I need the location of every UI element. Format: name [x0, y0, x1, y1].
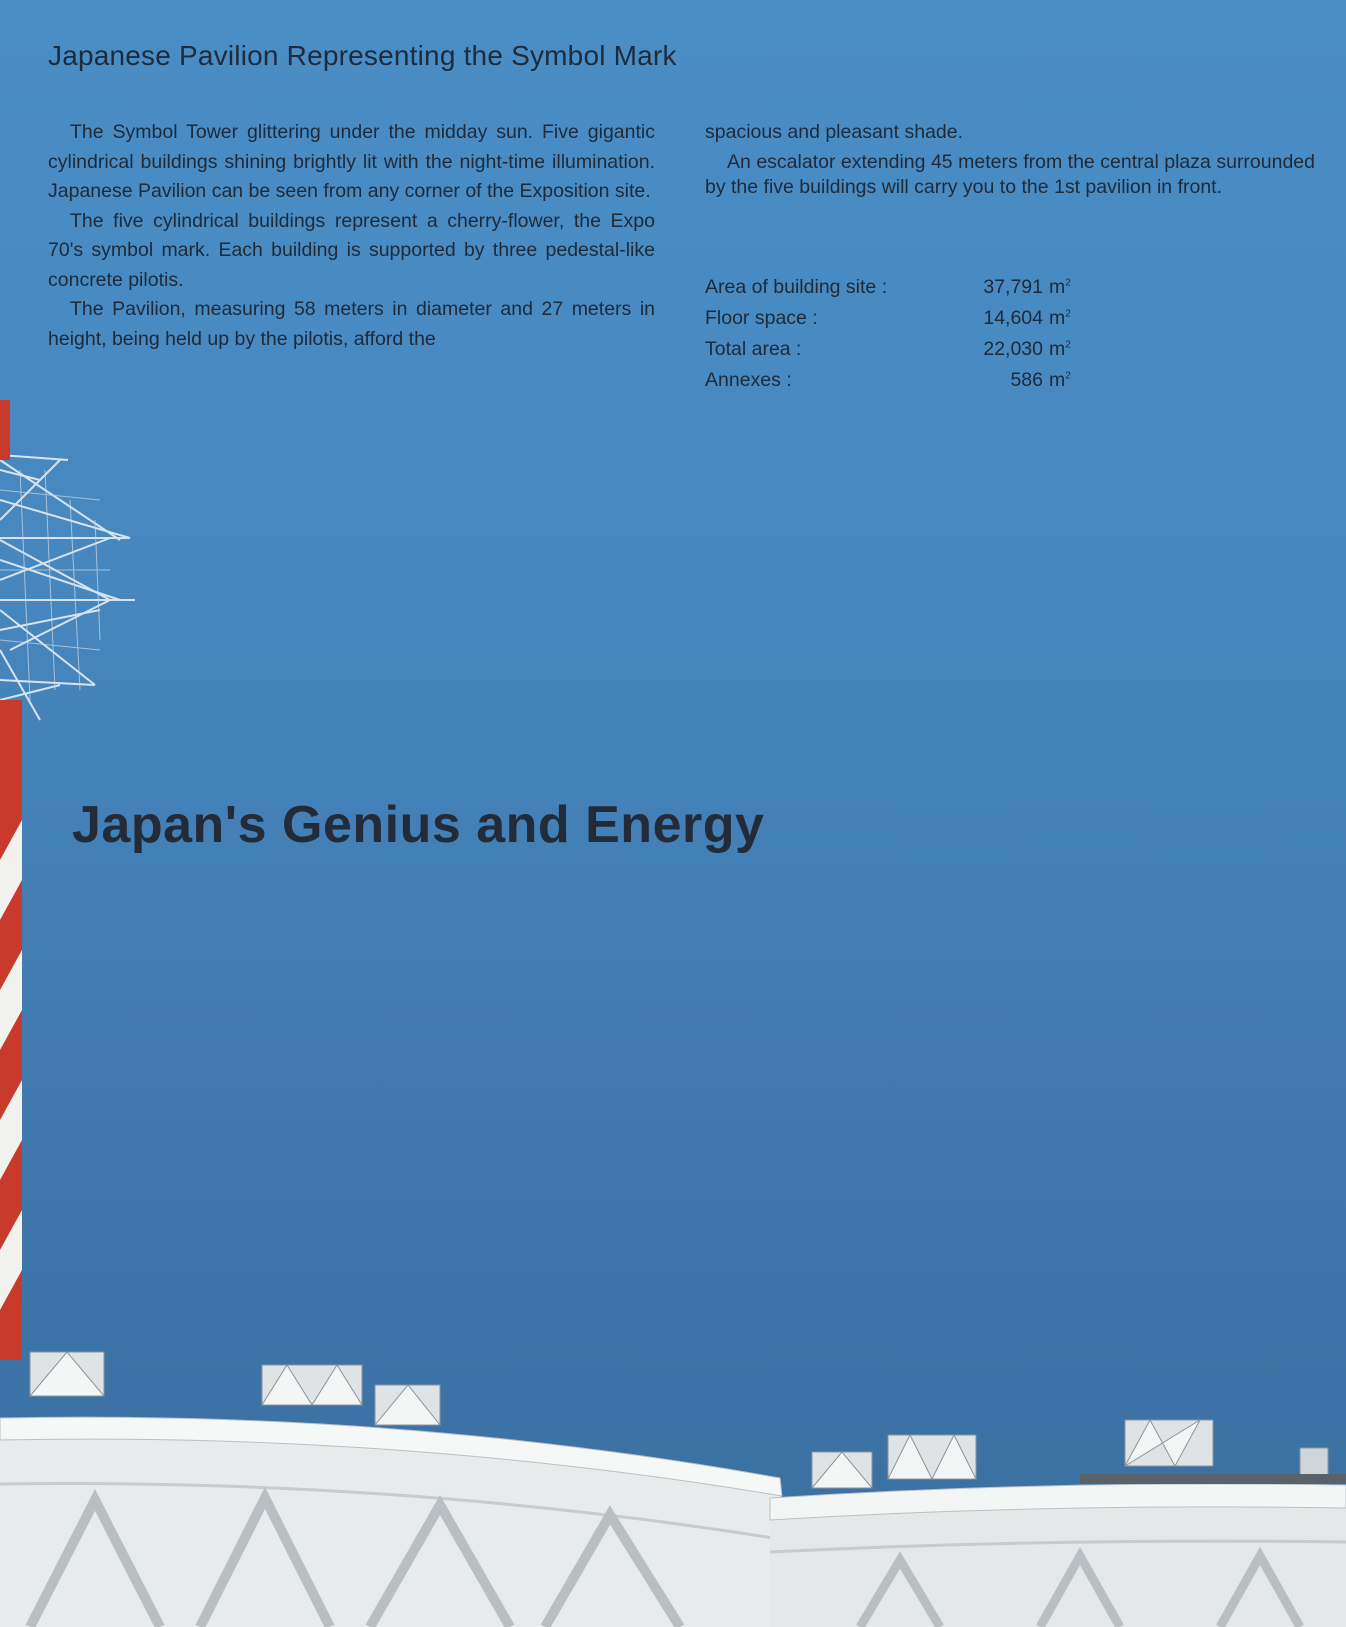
stat-row [705, 272, 1071, 303]
stat-label: Area of building site : [705, 276, 888, 298]
stat-label: Total area : [705, 338, 802, 360]
stat-row [705, 334, 1071, 365]
tower-mast [0, 400, 22, 1360]
description-left-column [48, 118, 655, 354]
stat-unit: $m^2$ [1049, 369, 1071, 391]
pavilion-statistics [705, 272, 1071, 396]
stat-label: Annexes : [705, 369, 792, 391]
stat-unit: $m^2$ [1049, 338, 1071, 360]
page-heading: Japanese Pavilion Representing the Symbol Mark [48, 40, 677, 71]
stat-value: 37,791 [983, 276, 1043, 298]
description-right-column [705, 120, 1315, 200]
paragraph: The five cylindrical buildings represent a cherry-flower, the Expo 70's symbol mark. Each building is supported by three pedestal-like concrete pilotis. [48, 209, 655, 291]
paragraph: The Pavilion, measuring 58 meters in diameter and 27 meters in height, being held up by the pilotis, afford the [48, 298, 655, 350]
cylinder-building-left [0, 1417, 790, 1627]
symbol-tower-lattice [0, 455, 135, 720]
paragraph: An escalator extending 45 meters from the central plaza surrounded by the five buildings will carry you to the 1st pavilion in front. [705, 151, 1315, 198]
stat-value: 22,030 [983, 338, 1043, 360]
stat-row [705, 365, 1071, 396]
cylinder-building-right [770, 1474, 1346, 1627]
paragraph: The Symbol Tower glittering under the midday sun. Five gigantic cylindrical buildings shining brightly lit with the night-time illumination. Japanese Pavilion can be seen from any corner of the Exposition site. [48, 121, 655, 202]
stat-value: 586 [1010, 369, 1043, 391]
stat-value: 14,604 [983, 307, 1043, 329]
stat-unit: $m^2$ [1049, 276, 1071, 298]
stat-label: Floor space : [705, 307, 818, 329]
section-title: Japan's Genius and Energy [72, 796, 765, 854]
stat-row [705, 303, 1071, 334]
paragraph: spacious and pleasant shade. [705, 121, 964, 143]
stat-unit: $m^2$ [1049, 307, 1071, 329]
